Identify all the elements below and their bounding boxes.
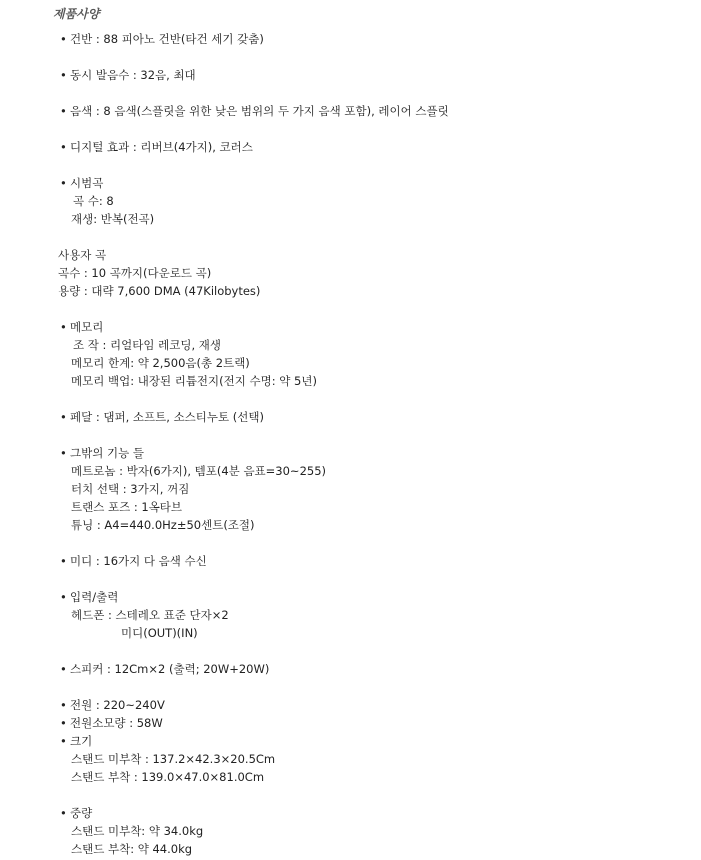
spec-polyphony: 동시 발음수 : 32음, 최대 xyxy=(70,68,196,82)
spec-size-with-stand: 스탠드 부착 : 139.0×47.0×81.0Cm xyxy=(71,770,265,784)
spec-pedal: 페달 : 댐퍼, 소프트, 소스티누토 (선택) xyxy=(70,410,264,424)
spec-demo-playback: 재생: 반복(전곡) xyxy=(71,212,155,226)
bullet-icon: • xyxy=(60,662,67,676)
spec-weight-no-stand: 스탠드 미부착: 약 34.0kg xyxy=(71,824,204,838)
spec-user-songs-label: 사용자 곡 xyxy=(58,248,107,262)
spec-other-tuning: 튜닝 : A4=440.0Hz±50센트(조절) xyxy=(71,518,255,532)
bullet-icon: • xyxy=(60,410,67,424)
spec-effects: 디지털 효과 : 리버브(4가지), 코러스 xyxy=(70,140,253,154)
spec-other-touch: 터치 선택 : 3가지, 꺼짐 xyxy=(71,482,190,496)
spec-midi: 미디 : 16가지 다 음색 수신 xyxy=(70,554,207,568)
page-title: 제품사양 xyxy=(53,7,100,21)
spec-size-no-stand: 스탠드 미부착 : 137.2×42.3×20.5Cm xyxy=(71,752,276,766)
bullet-icon: • xyxy=(60,590,67,604)
bullet-icon: • xyxy=(60,806,67,820)
spec-keyboard: 건반 : 88 피아노 건반(타건 세기 갖춤) xyxy=(70,32,264,46)
spec-weight-label: 중량 xyxy=(70,806,93,820)
spec-memory-backup: 메모리 백업: 내장된 리튬전지(전지 수명: 약 5년) xyxy=(71,374,317,388)
spec-other-metronome: 메트로놈 : 박자(6가지), 템포(4분 음표=30~255) xyxy=(71,464,327,478)
spec-user-songs-count: 곡수 : 10 곡까지(다운로드 곡) xyxy=(58,266,212,280)
spec-other-transpose: 트랜스 포즈 : 1옥타브 xyxy=(71,500,183,514)
bullet-icon: • xyxy=(60,68,67,82)
bullet-icon: • xyxy=(60,716,67,730)
spec-weight-with-stand: 스탠드 부착: 약 44.0kg xyxy=(71,842,193,856)
bullet-icon: • xyxy=(60,734,67,748)
bullet-icon: • xyxy=(60,32,67,46)
spec-size-label: 크기 xyxy=(70,734,93,748)
spec-io-midi: 미디(OUT)(IN) xyxy=(121,626,198,640)
bullet-icon: • xyxy=(60,554,67,568)
spec-power: 전원 : 220~240V xyxy=(70,698,165,712)
spec-io-label: 입력/출력 xyxy=(70,590,119,604)
bullet-icon: • xyxy=(60,176,67,190)
spec-demo-label: 시범곡 xyxy=(70,176,104,190)
spec-user-songs-capacity: 용량 : 대략 7,600 DMA (47Kilobytes) xyxy=(58,284,261,298)
spec-memory-limit: 메모리 한계: 약 2,500음(총 2트랙) xyxy=(71,356,250,370)
spec-other-label: 그밖의 기능 들 xyxy=(70,446,144,460)
spec-voices: 음색 : 8 음색(스플릿을 위한 낮은 범위의 두 가지 음색 포함), 레이어 스플릿 xyxy=(70,104,449,118)
spec-memory-label: 메모리 xyxy=(70,320,104,334)
bullet-icon: • xyxy=(60,104,67,118)
bullet-icon: • xyxy=(60,320,67,334)
spec-consumption: 전원소모량 : 58W xyxy=(70,716,163,730)
spec-speaker: 스피커 : 12Cm×2 (출력; 20W+20W) xyxy=(70,662,270,676)
bullet-icon: • xyxy=(60,698,67,712)
bullet-icon: • xyxy=(60,446,67,460)
spec-demo-count: 곡 수: 8 xyxy=(73,194,114,208)
spec-memory-operation: 조 작 : 리얼타임 레코딩, 재생 xyxy=(73,338,222,352)
bullet-icon: • xyxy=(60,140,67,154)
spec-io-headphones: 헤드폰 : 스테레오 표준 단자×2 xyxy=(71,608,229,622)
